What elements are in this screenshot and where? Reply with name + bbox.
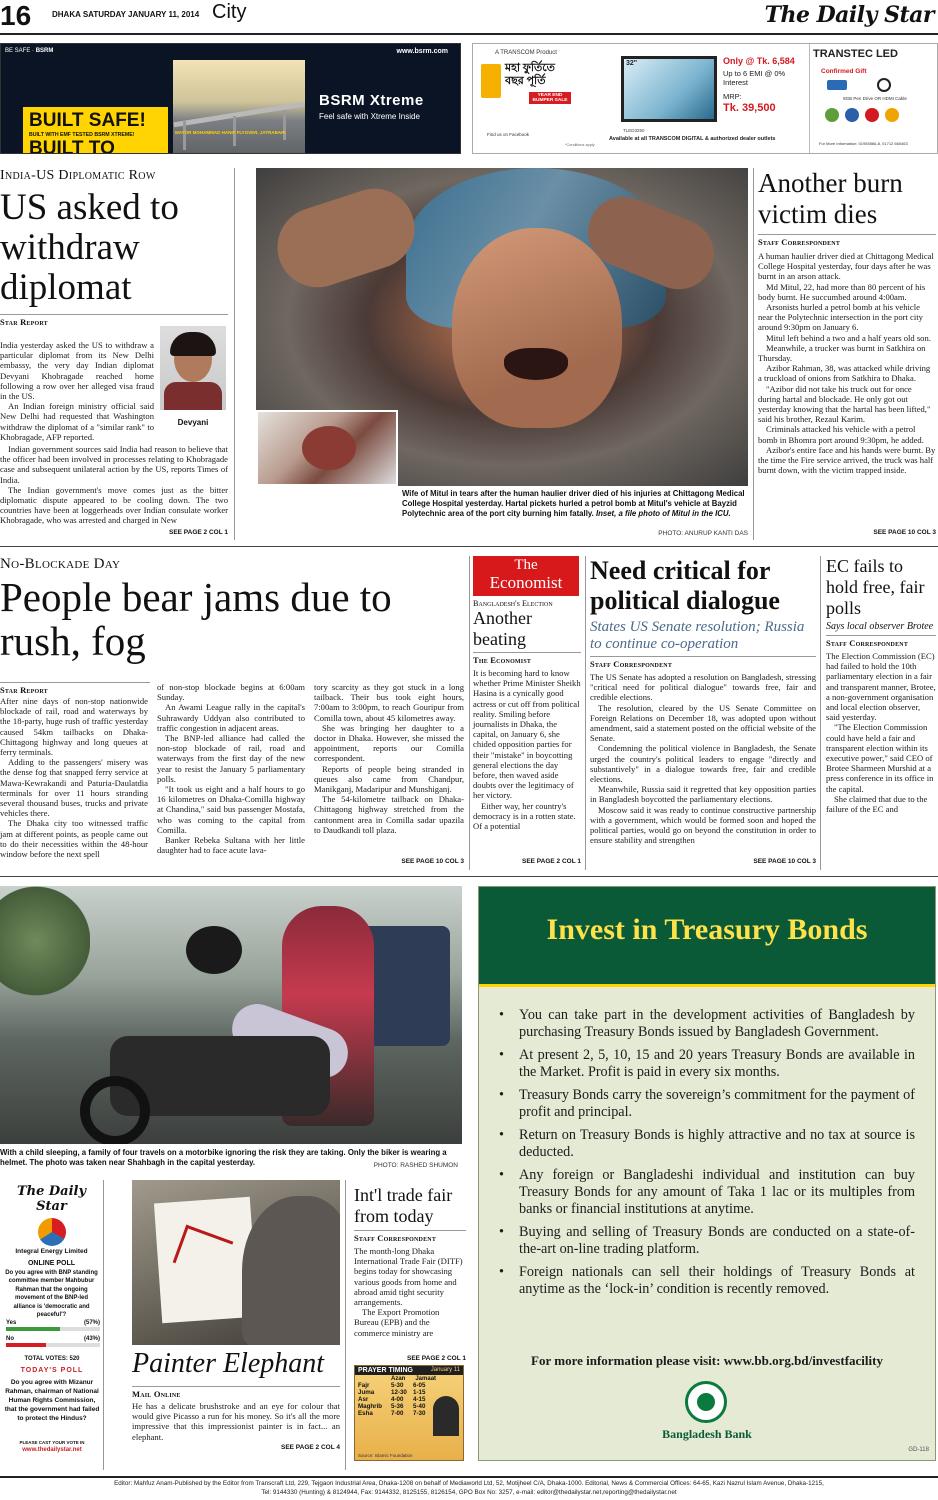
- headline-senate: Need critical for political dialogue: [590, 556, 780, 615]
- body-economist: [473, 668, 581, 831]
- elephant-photo: [132, 1180, 340, 1345]
- imprint-line-2: Tel: 9144330 (Hunting) & 8124944, Fax: 9144332, 8125155, 8126154, GPO Box No: 3257, e-mail: editor@thedailystar.net,reporting@thedailystar.net: [261, 1489, 677, 1496]
- ec-para-3: She claimed that due to the failure of the EC and: [826, 793, 928, 815]
- transcom-emi: Up to 6 EMI @ 0% Interest: [723, 69, 786, 87]
- transtec-gift-items: 8GB Pen Drive OR HDMI Cable: [843, 96, 907, 101]
- main-photo-caption: [402, 489, 748, 519]
- headline-diplomat: US asked to withdraw diplomat: [0, 187, 179, 308]
- body-diplomat-top: [0, 340, 154, 442]
- jams-para-1: After nine days of non-stop nationwide blockade of rail, road and waterways by the 18-party, huge rush of traffic yesterday caused 54km tailbacks on Dhaka-Chittagong highway and long queues at ferry terminals.: [0, 696, 148, 758]
- poll-no-track: [6, 1343, 100, 1347]
- headline-ec: EC fails to hold free, fair polls: [826, 556, 925, 618]
- fair-para-1: The month-long Dhaka International Trade Fair (DITF) begins today for showcasing various goods from home and abroad amid tight security arrangements.: [354, 1246, 463, 1308]
- body-ec: [826, 651, 936, 814]
- bsrm-photo-caption: MAYOR MOHAMMAD HANIF FLYOVER, JATRABARI: [175, 130, 286, 135]
- prayer-row: Asr 4-00 4-15: [358, 1396, 426, 1403]
- transtec-info: For More Information: 01955566-8, 01712 660463: [819, 141, 908, 146]
- ec-para-1: The Election Commission (EC) had failed to hold the 10th parliamentary election in a fair and transparent manner, Brotee, a non-government organisation and local election observer, said yesterday.: [826, 651, 936, 723]
- page-number: 16: [0, 0, 32, 31]
- bsrm-product: BSRM Xtreme: [319, 92, 424, 109]
- subhead-ec: Says local observer Brotee: [826, 621, 934, 632]
- economist-para-2: Either way, her country's democracy is in a rotten state. Of a potential: [473, 800, 576, 832]
- treasury-bullet: • Any foreign or Bangladeshi individual and institution can buy Treasury Bonds for any amount of Taka 1 lac or its multiples from banks or financial institutions at anytime.: [499, 1167, 915, 1217]
- poll-no-pct: (43%): [83, 1336, 100, 1342]
- pen-drive-icon: [827, 80, 847, 90]
- byline-elephant: Mail Online: [132, 1386, 340, 1399]
- byline-jams: Star Report: [0, 682, 150, 695]
- motorbike-caption: With a child sleeping, a family of four travels on a motorbike ignoring the risk they are taking. Only the biker is wearing a helmet. The photo was taken near Shahbagh in the capital yesterday.: [0, 1148, 447, 1167]
- treasury-ad[interactable]: [478, 886, 936, 1461]
- treasury-ad-code: GD-118: [908, 1447, 929, 1453]
- wheel: [80, 1076, 150, 1144]
- transcom-available: Available at all TRANSCOM DIGITAL & authorized dealer outlets: [609, 136, 776, 142]
- see-page-economist[interactable]: SEE PAGE 2 COL 1: [521, 858, 581, 865]
- bsrm-headline-2: BUILT TO: [29, 138, 115, 154]
- poll-no-bar: [6, 1343, 46, 1347]
- hdmi-cable-icon: [877, 78, 891, 92]
- ec-para-2: "The Election Commission could have held a fair and transparent election within its executive power," said CEO of Brotee Sharmeen Murshid at a press conference in its office in the capital.: [826, 722, 934, 794]
- bsrm-tagline: Feel safe with Xtreme Inside: [319, 112, 420, 121]
- jams-para-12: The 54-kilometre tailback on Dhaka-Chittagong highway stretched from the cantonment area in Comilla sadar upazila to Daudkandi toll plaza.: [314, 794, 464, 835]
- jams-col-2: [157, 682, 305, 855]
- byline-diplomat: Star Report: [0, 314, 228, 327]
- senate-para-5: Moscow said it was ready to continue constructive partnership with a government, which would be formed soon and hoped the political parties, would go on beyond the constitution in order to ensure stability and strengthen: [590, 804, 816, 846]
- diplomat-para-4: The Indian government's move comes just as the bitter diplomatic dispute appeared to be cooling down. The two countries have been at loggerheads over Indian consulate worker Khobragade, who was arrested and charged in New: [0, 484, 228, 526]
- headline-burn: Another burn victim dies: [758, 168, 903, 229]
- burn-para-5: Meanwhile, a trucker was burnt in Satkhira on Thursday.: [758, 342, 926, 364]
- jams-para-10: She was bringing her daughter to a doctor in Dhaka. However, she missed the appointment, reports our Comilla correspondent.: [314, 722, 464, 764]
- body-diplomat-bottom: [0, 444, 228, 526]
- jams-para-3: The Dhaka city too witnessed traffic jam at different points, as people came out to do their necessities within the 48-hour window before the next spell: [0, 818, 148, 860]
- tv-size: 32": [626, 60, 638, 67]
- prayer-col-azan: Azan: [391, 1376, 406, 1382]
- see-page-fair[interactable]: SEE PAGE 2 COL 1: [406, 1355, 466, 1362]
- poll-title: ONLINE POLL: [27, 1260, 76, 1267]
- devyani-photo-label: Devyani: [177, 418, 209, 427]
- transcom-ad[interactable]: [472, 43, 938, 154]
- jams-para-6: The BNP-led alliance had called the non-stop blockade of rail, road and waterways from the first day of the new year to resist the January 5 parliamentary polls.: [157, 733, 305, 784]
- prayer-timing: [354, 1365, 464, 1461]
- treasury-title-box: [479, 887, 935, 987]
- today-poll-question: Do you agree with Mizanur Rahman, chairman of National Human Rights Commission, that the government had failed to protect the Hindus?: [4, 1379, 100, 1422]
- jams-para-5: An Awami League rally in the capital's Suhrawardy Uddyan also contributed to traffic congestion in adjacent areas.: [157, 702, 305, 733]
- prayer-date: January 11: [430, 1367, 460, 1373]
- jams-para-2: Adding to the passengers' misery was the dense fog that snapped ferry service at Mawa-Kewrakandi and Paturia-Daulatdia terminals for over 11 hours stranding several thousand buses, trucks and private vehicles there.: [0, 757, 148, 819]
- jams-para-4: of non-stop blockade begins at 6:00am Sunday.: [157, 682, 305, 703]
- burn-para-3: Arsonists hurled a petrol bomb at his vehicle near the Polytechnic intersection in the port city around 9:30pm on January 6.: [758, 302, 923, 333]
- kicker-jams: No-Blockade Day: [0, 556, 121, 572]
- transcom-only-price: Only @ Tk. 6,584: [723, 56, 795, 66]
- integral-logo-icon: [38, 1218, 66, 1246]
- prayer-col-jamaat: Jamaat: [415, 1376, 437, 1382]
- treasury-bullets: [499, 1007, 915, 1304]
- poll-cast: PLEASE CAST YOUR VOTE IN: [19, 1440, 85, 1445]
- treasury-bullet: • Foreign nationals can sell their holdings of Treasury Bonds at anytime as the ‘lock-in’ condition is recently removed.: [499, 1264, 915, 1297]
- imprint-line-1: Editor: Mahfuz Anam-Published by the Editor from Transcraft Ltd, 229, Tejgaon Industrial Area, Dhaka-1208 on behalf of Mediaworld Ltd, 52, Motijheel C/A, Dhaka-1000. Editorial, News & Commercial Offices: 64-65, Kazi Nazrul Islam Avenue, Dhaka-1215,: [114, 1480, 824, 1487]
- byline-fair: Staff Correspondent: [354, 1230, 466, 1243]
- headline-elephant: Painter Elephant: [132, 1348, 325, 1379]
- shopping-bags-icon: [481, 64, 501, 98]
- main-photo-credit: PHOTO: ANURUP KANTI DAS: [658, 530, 748, 537]
- prayer-row: Fajr 5-30 6-05: [358, 1382, 426, 1389]
- see-page-elephant[interactable]: SEE PAGE 2 COL 4: [280, 1444, 340, 1451]
- treasury-title: Invest in Treasury Bonds: [546, 913, 868, 946]
- see-page-burn[interactable]: SEE PAGE 10 COL 3: [873, 529, 936, 536]
- burn-para-7: "Azibor did not take his truck out for once during hartal and blockade. He only got out yesterday knowing that the hartal has been lifted," said his brother, Rezaul Karim.: [758, 383, 931, 425]
- fair-para-2: The Export Promotion Bureau (EPB) and the commerce ministry are: [354, 1307, 440, 1338]
- bsrm-brand: BSRM: [35, 48, 54, 54]
- mosque-icon: [433, 1396, 459, 1436]
- online-poll: [0, 1180, 104, 1470]
- poll-yes-track: [6, 1327, 100, 1331]
- transtec-logo: TRANSTEC LED: [813, 48, 898, 60]
- diplomat-para-2: An Indian foreign ministry official said New Delhi had requested that Washington withdraw the diplomat of a "similar rank" to Khobragade, AFP reported.: [0, 401, 154, 442]
- poll-sponsor: Integral Energy Limited: [15, 1248, 88, 1255]
- jams-para-7: "It took us eight and a half hours to go 16 kilometres on Dhaka-Comilla highway at Chandina," said bus passenger Mostafa, who was coming to the capital from Comilla.: [157, 784, 305, 835]
- byline-burn: Staff Correspondent: [758, 234, 936, 247]
- story-economist: [473, 556, 581, 870]
- economist-para-1: It is becoming hard to know whether Prime Minister Sheikh Hasina is a cynically good actress or cut off from political reality. Smiling before journalists in Dhaka, the capital, on January 6, she chided opposition parties for their "mistake" in boycotting general elections the day before, then waved aside doubts over the legitimacy of her victory.: [473, 668, 581, 801]
- prayer-title: PRAYER TIMING: [358, 1367, 413, 1374]
- transcom-facebook: Find us on Facebook: [487, 132, 530, 137]
- tv-image: [621, 56, 717, 122]
- bsrm-badge: BE SAFE: [5, 48, 31, 54]
- byline-ec: Staff Correspondent: [826, 635, 936, 648]
- transtec-gift: Confirmed Gift: [821, 68, 867, 75]
- story-senate: [590, 556, 816, 870]
- elephant: [242, 1196, 340, 1345]
- poll-yes-pct: (57%): [83, 1320, 100, 1326]
- senate-para-2: The resolution, cleared by the US Senate Committee on Foreign Relations on December 18, was adopted upon without amendment, said a statement posted on the official website of the Senate.: [590, 702, 816, 744]
- bsrm-ad[interactable]: BE SAFE · BSRM www.bsrm.com BUILT SAFE! BUILT WITH EMF TESTED BSRM XTREME! BUILT TO MAYOR MOHAMMAD HANIF FLYOVER, JATRABARI BSRM Xtreme Feel safe with Xtreme Inside: [0, 43, 461, 154]
- jams-para-8: Banker Rebeka Sultana with her little daughter had to face acute lava-: [157, 835, 305, 856]
- bsrm-subline: BUILT WITH EMF TESTED BSRM XTREME!: [29, 132, 135, 138]
- treasury-bullet: • Return on Treasury Bonds is highly attractive and no tax at source is deducted.: [499, 1127, 915, 1160]
- byline-economist: The Economist: [473, 652, 581, 665]
- section-name: City: [212, 1, 247, 23]
- treasury-more-info[interactable]: For more information please visit: www.bb.org.bd/investfacility: [531, 1353, 883, 1368]
- senate-para-1: The US Senate has adopted a resolution on Bangladesh, stressing "critical need for political dialogue" towards free, fair and credible elections.: [590, 672, 816, 703]
- body-fair: [354, 1246, 466, 1338]
- flyover-photo: [173, 60, 305, 154]
- treasury-bullet: • You can take part in the development activities of Bangladesh by purchasing Treasury Bonds issued by Bangladesh Government.: [499, 1007, 915, 1040]
- bsrm-url: www.bsrm.com: [396, 48, 448, 55]
- diplomat-para-1: India yesterday asked the US to withdraw a particular diplomat from its New Delhi embassy, the very day Indian diplomat Devyani Khobragade reached home following a row over her alleged visa fraud in the US.: [0, 340, 154, 402]
- poll-no-label: No: [6, 1336, 14, 1342]
- see-page-senate[interactable]: SEE PAGE 10 COL 3: [753, 858, 816, 865]
- see-page-diplomat[interactable]: SEE PAGE 2 COL 1: [168, 529, 228, 536]
- see-page-jams[interactable]: SEE PAGE 10 COL 3: [401, 858, 464, 865]
- helmet: [186, 926, 242, 974]
- economist-logo-line-2: Economist: [489, 573, 563, 592]
- body-elephant: He has a delicate brushstroke and an eye for colour that would give Picasso a run for his money. So it's all the more impressive that this impressionist painter is in fact... an elephant.: [132, 1401, 340, 1442]
- burn-para-1: A human haulier driver died at Chittagong Medical College Hospital yesterday, four days after he was burnt in an arson attack.: [758, 251, 934, 282]
- page-header: [0, 0, 938, 36]
- tree-left: [0, 886, 90, 996]
- treasury-bullet: • Treasury Bonds carry the sovereign’s commitment for the payment of profit and principal.: [499, 1087, 915, 1120]
- inset-photo: [256, 410, 398, 486]
- story-ec: [826, 556, 936, 870]
- story-burn: [758, 168, 936, 540]
- headline-jams: People bear jams due to rush, fog: [0, 574, 392, 664]
- face: [452, 228, 622, 428]
- poll-total: TOTAL VOTES: 520: [24, 1356, 80, 1362]
- poll-yes-bar: [6, 1327, 60, 1331]
- transcom-brand-line: A TRANSCOM Product: [495, 50, 557, 56]
- prayer-row: Juma 12-30 1-15: [358, 1389, 426, 1396]
- devyani-photo: [160, 326, 226, 410]
- jams-col-3: [314, 682, 464, 835]
- motorbike-photo: [0, 886, 462, 1144]
- tv-model: TLED3250: [623, 128, 645, 133]
- jams-para-11: Reports of people being stranded in queues also came from Chandpur, Manikganj, Madaripur and Munshiganj.: [314, 763, 464, 795]
- headline-economist: Another beating: [473, 608, 532, 649]
- transcom-conditions: *Conditions apply: [565, 143, 595, 147]
- transcom-year-end: YEAR END BUMPER SALE: [529, 92, 571, 104]
- prayer-row: Maghrib 5-36 5-40: [358, 1403, 426, 1410]
- burn-para-4: Mitul left behind a two and a half years old son.: [766, 332, 931, 343]
- kicker-diplomat: India-US Diplomatic Row: [0, 168, 156, 183]
- hand: [267, 178, 425, 297]
- body-senate: [590, 672, 816, 845]
- diplomat-para-3: Indian government sources said India had reason to believe that the officer had been involved in processes relating to Khobragade case and subsequent unilateral action by the US, reports Times of India.: [0, 444, 228, 485]
- poll-question: Do you agree with BNP standing committee member Mahbubur Rahman that the ongoing movement of the BNP-led alliance is 'democratic and peaceful'?: [5, 1270, 98, 1319]
- body-burn: [758, 251, 936, 475]
- mouth: [504, 348, 568, 380]
- bangladesh-bank-name: Bangladesh Bank: [662, 1427, 752, 1441]
- main-caption-inset: Inset, a file photo of Mitul in the ICU.: [595, 509, 731, 518]
- headline-fair: Int'l trade fair from today: [354, 1185, 453, 1226]
- poll-yes-label: Yes: [6, 1320, 17, 1326]
- burn-para-9: Azibor's entire face and his hands were burnt. By the time the Fire service arrived, the truck was half burnt down, with the victim trapped inside.: [758, 444, 936, 476]
- prayer-row: Esha 7-00 7-30: [358, 1410, 426, 1417]
- economist-logo: [473, 556, 579, 596]
- bsrm-headline-1: BUILT SAFE!: [29, 110, 146, 131]
- dateline: DHAKA SATURDAY JANUARY 11, 2014: [52, 10, 200, 19]
- prayer-source: Source: Islamic Foundation: [358, 1453, 413, 1458]
- burn-para-8: Criminals attacked his vehicle with a petrol bomb in Bhomra port around 9:30pm, he added.: [758, 424, 924, 445]
- burn-para-2: Md Mitul, 22, had more than 80 percent of his body burnt. He succumbed around 4:00am.: [758, 281, 926, 302]
- subhead-senate: States US Senate resolution; Russia to continue co-operation: [590, 619, 805, 652]
- senate-para-3: Condemning the political violence in Bangladesh, the Senate urged the country's political leaders to engage "directly and substantively" in a dialogue towards free, fair and credible elections.: [590, 743, 816, 785]
- transcom-bangla-offer: মহা ফুর্তিতে বছর পূর্তি: [505, 62, 555, 87]
- poll-site-link[interactable]: www.thedailystar.net: [22, 1447, 82, 1453]
- bangladesh-bank-logo-icon: [685, 1381, 727, 1423]
- transcom-mrp-label: MRP:: [723, 92, 742, 101]
- senate-para-4: Meanwhile, Russia said it regretted that key opposition parties in Bangladesh boycotted the parliamentary elections.: [590, 784, 816, 805]
- economist-logo-line-1: The: [514, 557, 538, 573]
- masthead: The Daily Star: [764, 2, 934, 28]
- transcom-mrp-value: Tk. 39,500: [723, 102, 776, 114]
- treasury-bullet: • Buying and selling of Treasury Bonds are conducted on a state-of-the-art on-line trading platform.: [499, 1224, 915, 1257]
- story-elephant: [110, 1180, 340, 1470]
- story-fair: [354, 1185, 466, 1365]
- motorbike-credit: PHOTO: RASHED SHUMON: [373, 1162, 458, 1169]
- main-caption-text: Wife of Mitul in tears after the human haulier driver died of his injuries at Chittagong Medical College Hospital yesterday. Hartal pickets hurled a petrol bomb at Mitul's vehicle at Bayzid Polytechnic area of the port city burning him fatally.: [402, 489, 745, 518]
- story-diplomat: [0, 168, 228, 540]
- byline-senate: Staff Correspondent: [590, 656, 816, 669]
- kicker-economist: Bangladesh's Election: [473, 599, 553, 608]
- burn-para-6: Azibor Rahman, 38, was attacked while driving a truckload of onions from Satkhira to Dhaka.: [758, 363, 931, 384]
- poll-masthead: The Daily Star: [16, 1184, 87, 1214]
- jams-col-1: [0, 696, 148, 859]
- story-jams: [0, 556, 464, 870]
- today-poll-title: TODAY'S POLL: [20, 1367, 84, 1374]
- treasury-bullet: • At present 2, 5, 10, 15 and 20 years Treasury Bonds are available in the Market. Profit is paid in every six months.: [499, 1047, 915, 1080]
- jams-para-9: tory scarcity as they got stuck in a long tailback. Their bus took eight hours, 7:00am to 3:00pm, to reach Gouripur from Comilla town, about 45 kilometres away.: [314, 682, 464, 723]
